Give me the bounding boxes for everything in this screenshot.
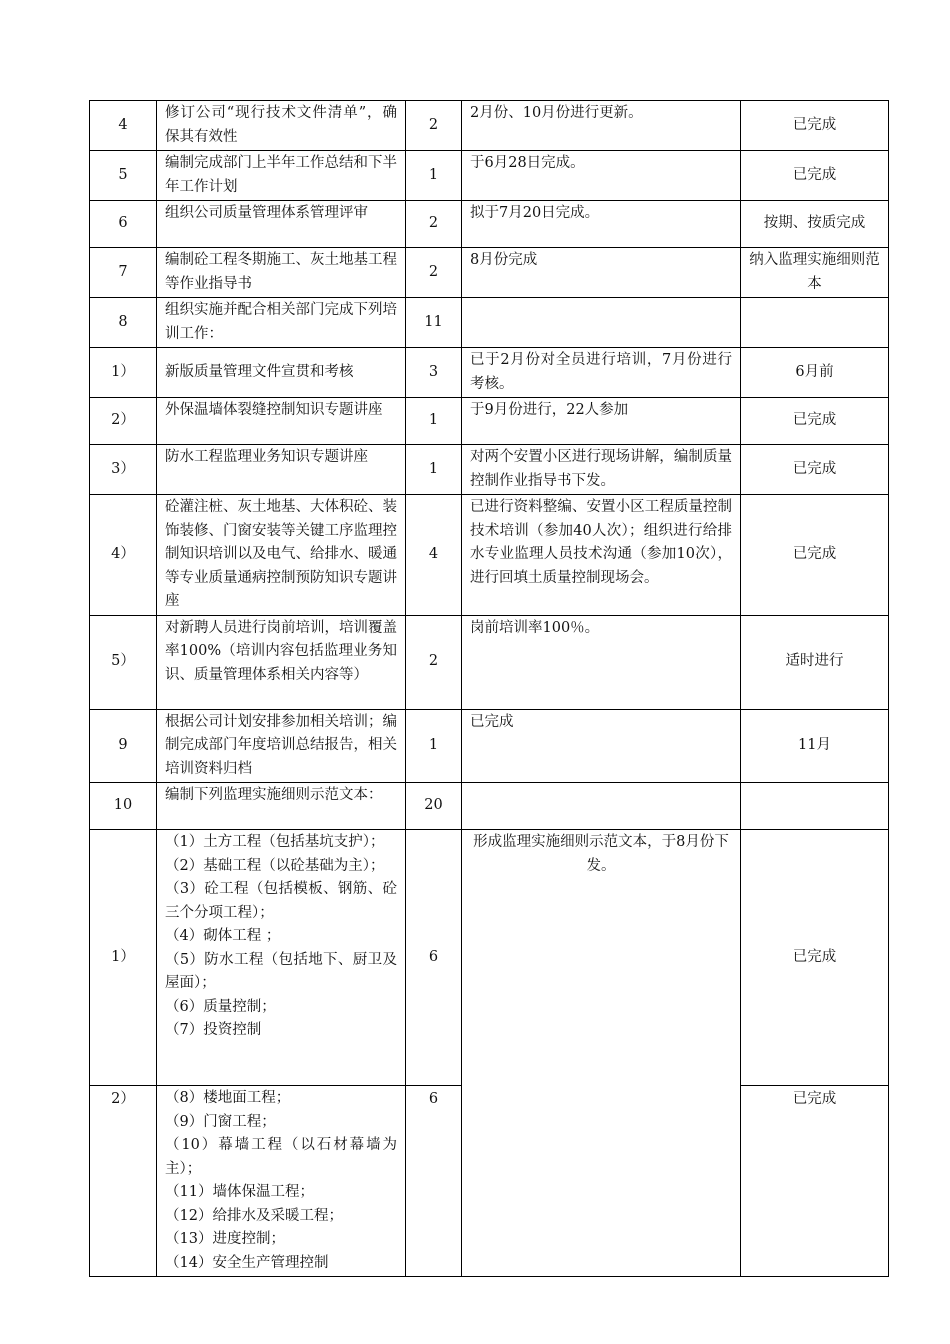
work-item-list	[157, 830, 406, 1086]
status: 已完成	[741, 101, 889, 151]
quantity: 11	[406, 298, 462, 348]
progress-note: 已进行资料整编、安置小区工程质量控制技术培训（参加40人次）；组织进行给排水专业监理人员技术沟通（参加10次），进行回填土质量控制现场会。	[462, 495, 741, 616]
status: 已完成	[741, 445, 889, 495]
progress-note: 于9月份进行，22人参加	[462, 398, 741, 445]
table-row	[90, 248, 889, 298]
row-number: 2）	[90, 398, 157, 445]
work-plan-table	[89, 100, 889, 1277]
list-item: （9）门窗工程；	[165, 1113, 276, 1130]
progress-note: 已于2月份对全员进行培训，7月份进行考核。	[462, 348, 741, 398]
progress-note	[462, 783, 741, 830]
list-item: （11）墙体保温工程；	[165, 1184, 314, 1200]
progress-note: 岗前培训率100％。	[462, 615, 741, 709]
status: 按期、按质完成	[741, 201, 889, 248]
work-item: 编制砼工程冬期施工、灰土地基工程等作业指导书	[157, 248, 406, 298]
progress-note: 对两个安置小区进行现场讲解，编制质量控制作业指导书下发。	[462, 445, 741, 495]
progress-note: 2月份、10月份进行更新。	[462, 101, 741, 151]
status: 适时进行	[741, 615, 889, 709]
work-item: 对新聘人员进行岗前培训，培训覆盖率100%（培训内容包括监理业务知识、质量管理体系相关内容等）	[157, 615, 406, 709]
row-number: 4）	[90, 495, 157, 616]
row-number: 1）	[90, 830, 157, 1086]
list-item: （12）给排水及采暖工程；	[165, 1207, 343, 1224]
status: 已完成	[741, 151, 889, 201]
table-row	[90, 709, 889, 783]
list-item: （7）投资控制	[165, 1022, 262, 1038]
row-number: 6	[90, 201, 157, 248]
quantity: 6	[406, 1086, 462, 1277]
status: 已完成	[741, 398, 889, 445]
list-item: （4）砌体工程 ；	[165, 928, 281, 944]
row-number: 3）	[90, 445, 157, 495]
status: 6月前	[741, 348, 889, 398]
work-item-list	[157, 1086, 406, 1277]
quantity: 2	[406, 615, 462, 709]
work-item: 组织实施并配合相关部门完成下列培训工作：	[157, 298, 406, 348]
work-item: 新版质量管理文件宣贯和考核	[157, 348, 406, 398]
work-item: 编制下列监理实施细则示范文本：	[157, 783, 406, 830]
status	[741, 298, 889, 348]
quantity: 20	[406, 783, 462, 830]
quantity: 1	[406, 709, 462, 783]
progress-note: 已完成	[462, 709, 741, 783]
table-row	[90, 201, 889, 248]
work-item: 组织公司质量管理体系管理评审	[157, 201, 406, 248]
row-number: 7	[90, 248, 157, 298]
status: 已完成	[741, 1086, 889, 1277]
quantity: 2	[406, 101, 462, 151]
status: 纳入监理实施细则范本	[741, 248, 889, 298]
table-row	[90, 445, 889, 495]
progress-note	[462, 298, 741, 348]
list-item: （10）幕墙工程（以石材幕墙为主）；	[165, 1137, 397, 1177]
progress-note: 8月份完成	[462, 248, 741, 298]
work-item: 编制完成部门上半年工作总结和下半年工作计划	[157, 151, 406, 201]
list-item: （1）土方工程（包括基坑支护）；	[165, 834, 385, 850]
quantity: 1	[406, 151, 462, 201]
table-row	[90, 615, 889, 709]
list-item: （3）砼工程（包括模板、钢筋、砼三个分项工程）；	[165, 881, 397, 921]
status: 已完成	[741, 495, 889, 616]
quantity: 6	[406, 830, 462, 1086]
table-row	[90, 151, 889, 201]
work-item: 外保温墙体裂缝控制知识专题讲座	[157, 398, 406, 445]
table-row	[90, 830, 889, 1086]
row-number: 5）	[90, 615, 157, 709]
row-number: 4	[90, 101, 157, 151]
quantity: 2	[406, 248, 462, 298]
table-row	[90, 298, 889, 348]
list-item: （13）进度控制；	[165, 1231, 285, 1247]
list-item: （5）防水工程（包括地下、厨卫及屋面）；	[165, 951, 397, 991]
progress-note: 形成监理实施细则示范文本，于8月份下发。	[462, 830, 741, 1277]
list-item: （6）质量控制；	[165, 998, 276, 1015]
work-item: 防水工程监理业务知识专题讲座	[157, 445, 406, 495]
row-number: 5	[90, 151, 157, 201]
row-number: 2）	[90, 1086, 157, 1277]
work-item: 砼灌注桩、灰土地基、大体积砼、装饰装修、门窗安装等关键工序监理控制知识培训以及电气、给排水、暖通等专业质量通病控制预防知识专题讲座	[157, 495, 406, 616]
list-item: （2）基础工程（以砼基础为主）；	[165, 857, 385, 874]
table-row	[90, 495, 889, 616]
list-item: （14）安全生产管理控制	[165, 1254, 329, 1271]
quantity: 1	[406, 445, 462, 495]
table-row	[90, 348, 889, 398]
progress-note: 于6月28日完成。	[462, 151, 741, 201]
table-row	[90, 101, 889, 151]
quantity: 4	[406, 495, 462, 616]
table-row	[90, 398, 889, 445]
row-number: 8	[90, 298, 157, 348]
row-number: 1）	[90, 348, 157, 398]
list-item: （8）楼地面工程；	[165, 1090, 291, 1106]
row-number: 10	[90, 783, 157, 830]
quantity: 2	[406, 201, 462, 248]
quantity: 3	[406, 348, 462, 398]
row-number: 9	[90, 709, 157, 783]
status: 已完成	[741, 830, 889, 1086]
table-row	[90, 783, 889, 830]
quantity: 1	[406, 398, 462, 445]
status: 11月	[741, 709, 889, 783]
work-item: 修订公司“现行技术文件清单”，确保其有效性	[157, 101, 406, 151]
work-item: 根据公司计划安排参加相关培训；编制完成部门年度培训总结报告，相关培训资料归档	[157, 709, 406, 783]
status	[741, 783, 889, 830]
progress-note: 拟于7月20日完成。	[462, 201, 741, 248]
